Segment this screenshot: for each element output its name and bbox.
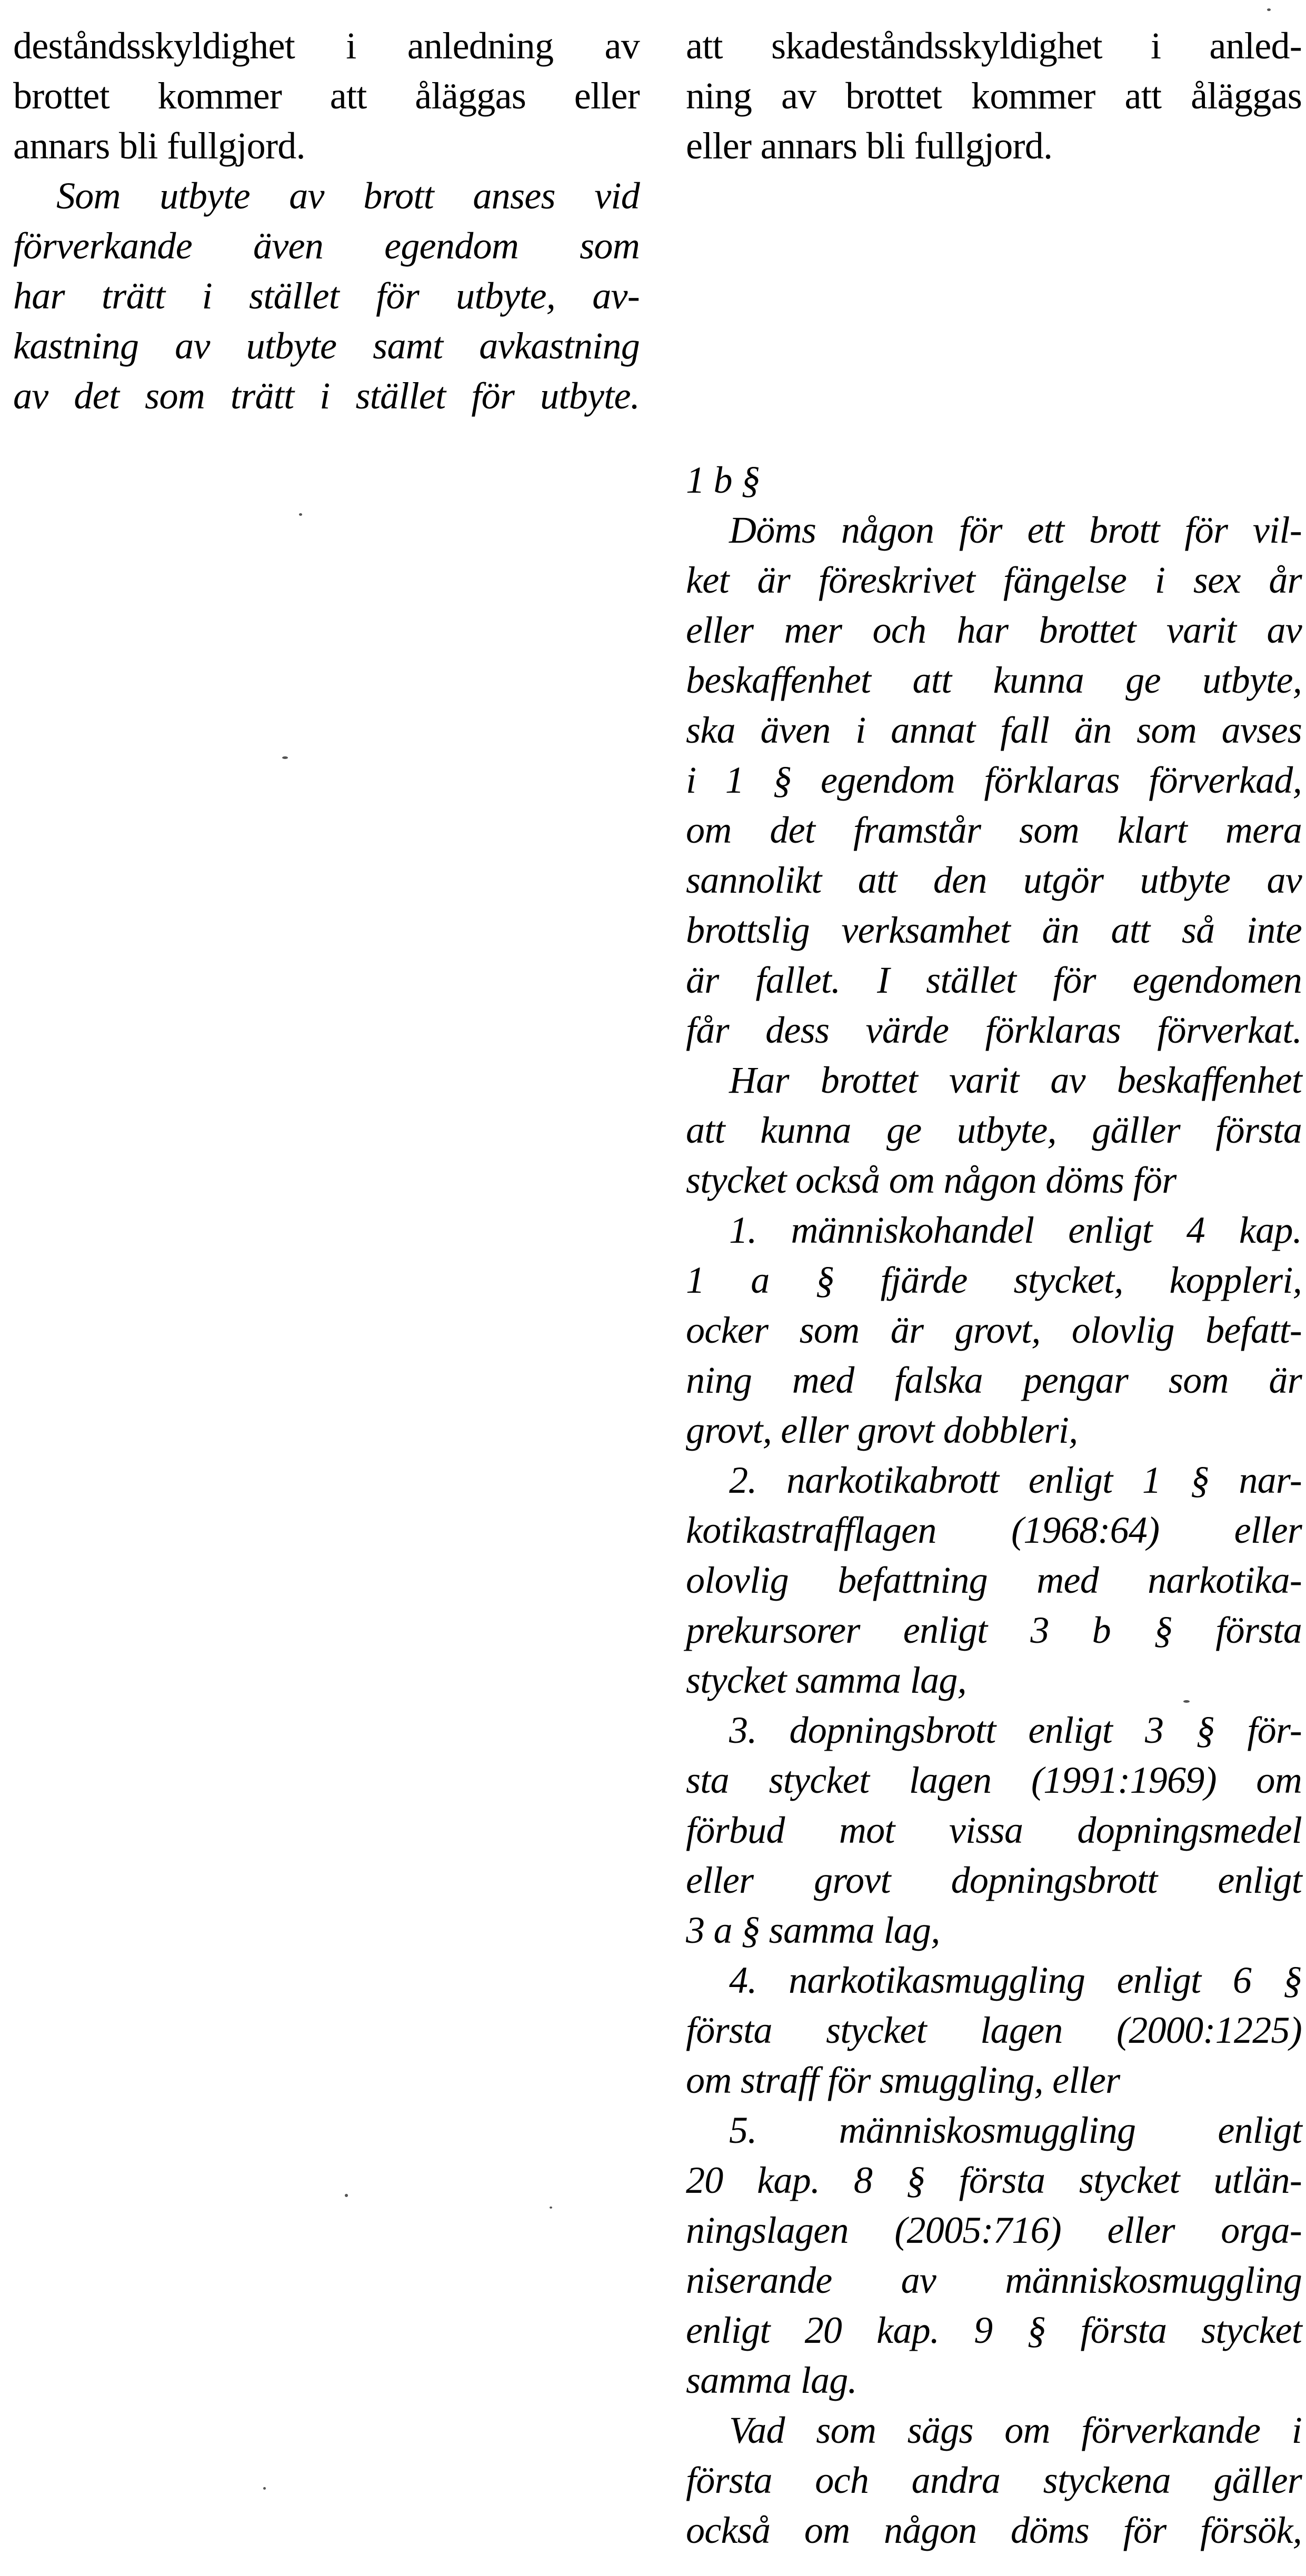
text-line: kastning av utbyte samt avkastning (13, 325, 640, 367)
scan-speck (263, 2487, 266, 2490)
text-line: 1. människohandel enligt 4 kap. (729, 1209, 1302, 1251)
text-line: grovt, eller grovt dobbleri, (686, 1409, 1078, 1451)
text-line: i 1 § egendom förklaras förverkad, (686, 759, 1302, 801)
text-line: Som utbyte av brott anses vid (56, 175, 640, 217)
text-line: olovlig befattning med narkotika- (686, 1559, 1302, 1601)
text-line: av det som trätt i stället för utbyte. (13, 375, 640, 417)
text-line: förbud mot vissa dopningsmedel (686, 1809, 1302, 1851)
scan-speck (1183, 1700, 1190, 1703)
text-line: annars bli fullgjord. (13, 125, 305, 167)
paragraph (686, 21, 1302, 171)
text-line: är fallet. I stället för egendomen (686, 959, 1302, 1001)
text-line: har trätt i stället för utbyte, av- (13, 275, 640, 317)
text-line: samma lag. (686, 2359, 857, 2401)
text-line: sta stycket lagen (1991:1969) om (686, 1759, 1302, 1801)
section-heading (686, 455, 1302, 505)
text-line: första stycket lagen (2000:1225) (686, 2009, 1302, 2051)
paragraph (686, 1205, 1302, 1455)
text-line: beskaffenhet att kunna ge utbyte, (686, 659, 1302, 701)
scan-speck (550, 2206, 552, 2209)
text-line: eller annars bli fullgjord. (686, 125, 1053, 167)
text-line: enligt 20 kap. 9 § första stycket (686, 2309, 1302, 2351)
scan-speck (1267, 8, 1271, 11)
text-line: ket är föreskrivet fängelse i sex år (686, 559, 1302, 601)
text-line: att kunna ge utbyte, gäller första (686, 1109, 1302, 1151)
scan-speck (282, 756, 288, 759)
text-line: också om någon döms för försök, (686, 2509, 1302, 2551)
text-line: ska även i annat fall än som avses (686, 709, 1302, 751)
paragraph (686, 1705, 1302, 1955)
text-line: 4. narkotikasmuggling enligt 6 § (729, 1959, 1302, 2001)
text-line: Döms någon för ett brott för vil- (729, 509, 1302, 551)
left-column-current-wording (13, 21, 640, 421)
paragraph (13, 171, 640, 421)
text-line: Vad som sägs om förverkande i (729, 2409, 1302, 2451)
paragraph (686, 505, 1302, 1055)
text-line: 5. människosmuggling enligt (729, 2109, 1302, 2151)
paragraph (13, 21, 640, 171)
text-line: niserande av människosmuggling (686, 2259, 1302, 2301)
text-line: ning med falska pengar som är (686, 1359, 1302, 1401)
text-line: ocker som är grovt, olovlig befatt- (686, 1309, 1302, 1351)
heading-line: 1 b § (686, 459, 760, 501)
text-line: Har brottet varit av beskaffenhet (729, 1059, 1302, 1101)
text-line: stycket samma lag, (686, 1659, 966, 1701)
paragraph (686, 2405, 1302, 2555)
text-line: sannolikt att den utgör utbyte av (686, 859, 1302, 901)
text-line: deståndsskyldighet i anledning av (13, 25, 640, 67)
text-line: 3 a § samma lag, (686, 1909, 940, 1951)
paragraph (686, 1955, 1302, 2105)
text-line: om det framstår som klart mera (686, 809, 1302, 851)
text-line: om straff för smuggling, eller (686, 2059, 1120, 2101)
column-gap-spacer (686, 171, 1302, 455)
text-line: ningslagen (2005:716) eller orga- (686, 2209, 1302, 2251)
text-line: förverkande även egendom som (13, 225, 640, 267)
text-line: att skadeståndsskyldighet i anled- (686, 25, 1302, 67)
scan-speck (345, 2194, 348, 2197)
right-column-proposed-wording (686, 21, 1302, 2555)
text-line: 20 kap. 8 § första stycket utlän- (686, 2159, 1302, 2201)
text-line: brottet kommer att åläggas eller (13, 75, 640, 117)
text-line: eller mer och har brottet varit av (686, 609, 1302, 651)
paragraph (686, 2105, 1302, 2405)
text-line: 2. narkotikabrott enligt 1 § nar- (729, 1459, 1302, 1501)
scan-speck (299, 513, 302, 516)
text-line: får dess värde förklaras förverkat. (686, 1009, 1302, 1051)
text-line: eller grovt dopningsbrott enligt (686, 1859, 1302, 1901)
paragraph (686, 1055, 1302, 1205)
text-line: stycket också om någon döms för (686, 1159, 1177, 1201)
text-line: brottslig verksamhet än att så inte (686, 909, 1302, 951)
paragraph (686, 1455, 1302, 1705)
text-line: 1 a § fjärde stycket, koppleri, (686, 1259, 1302, 1301)
text-line: prekursorer enligt 3 b § första (686, 1609, 1302, 1651)
text-line: första och andra styckena gäller (686, 2459, 1302, 2501)
text-line: kotikastrafflagen (1968:64) eller (686, 1509, 1302, 1551)
text-line: 3. dopningsbrott enligt 3 § för- (729, 1709, 1302, 1751)
text-line: ning av brottet kommer att åläggas (686, 75, 1302, 117)
